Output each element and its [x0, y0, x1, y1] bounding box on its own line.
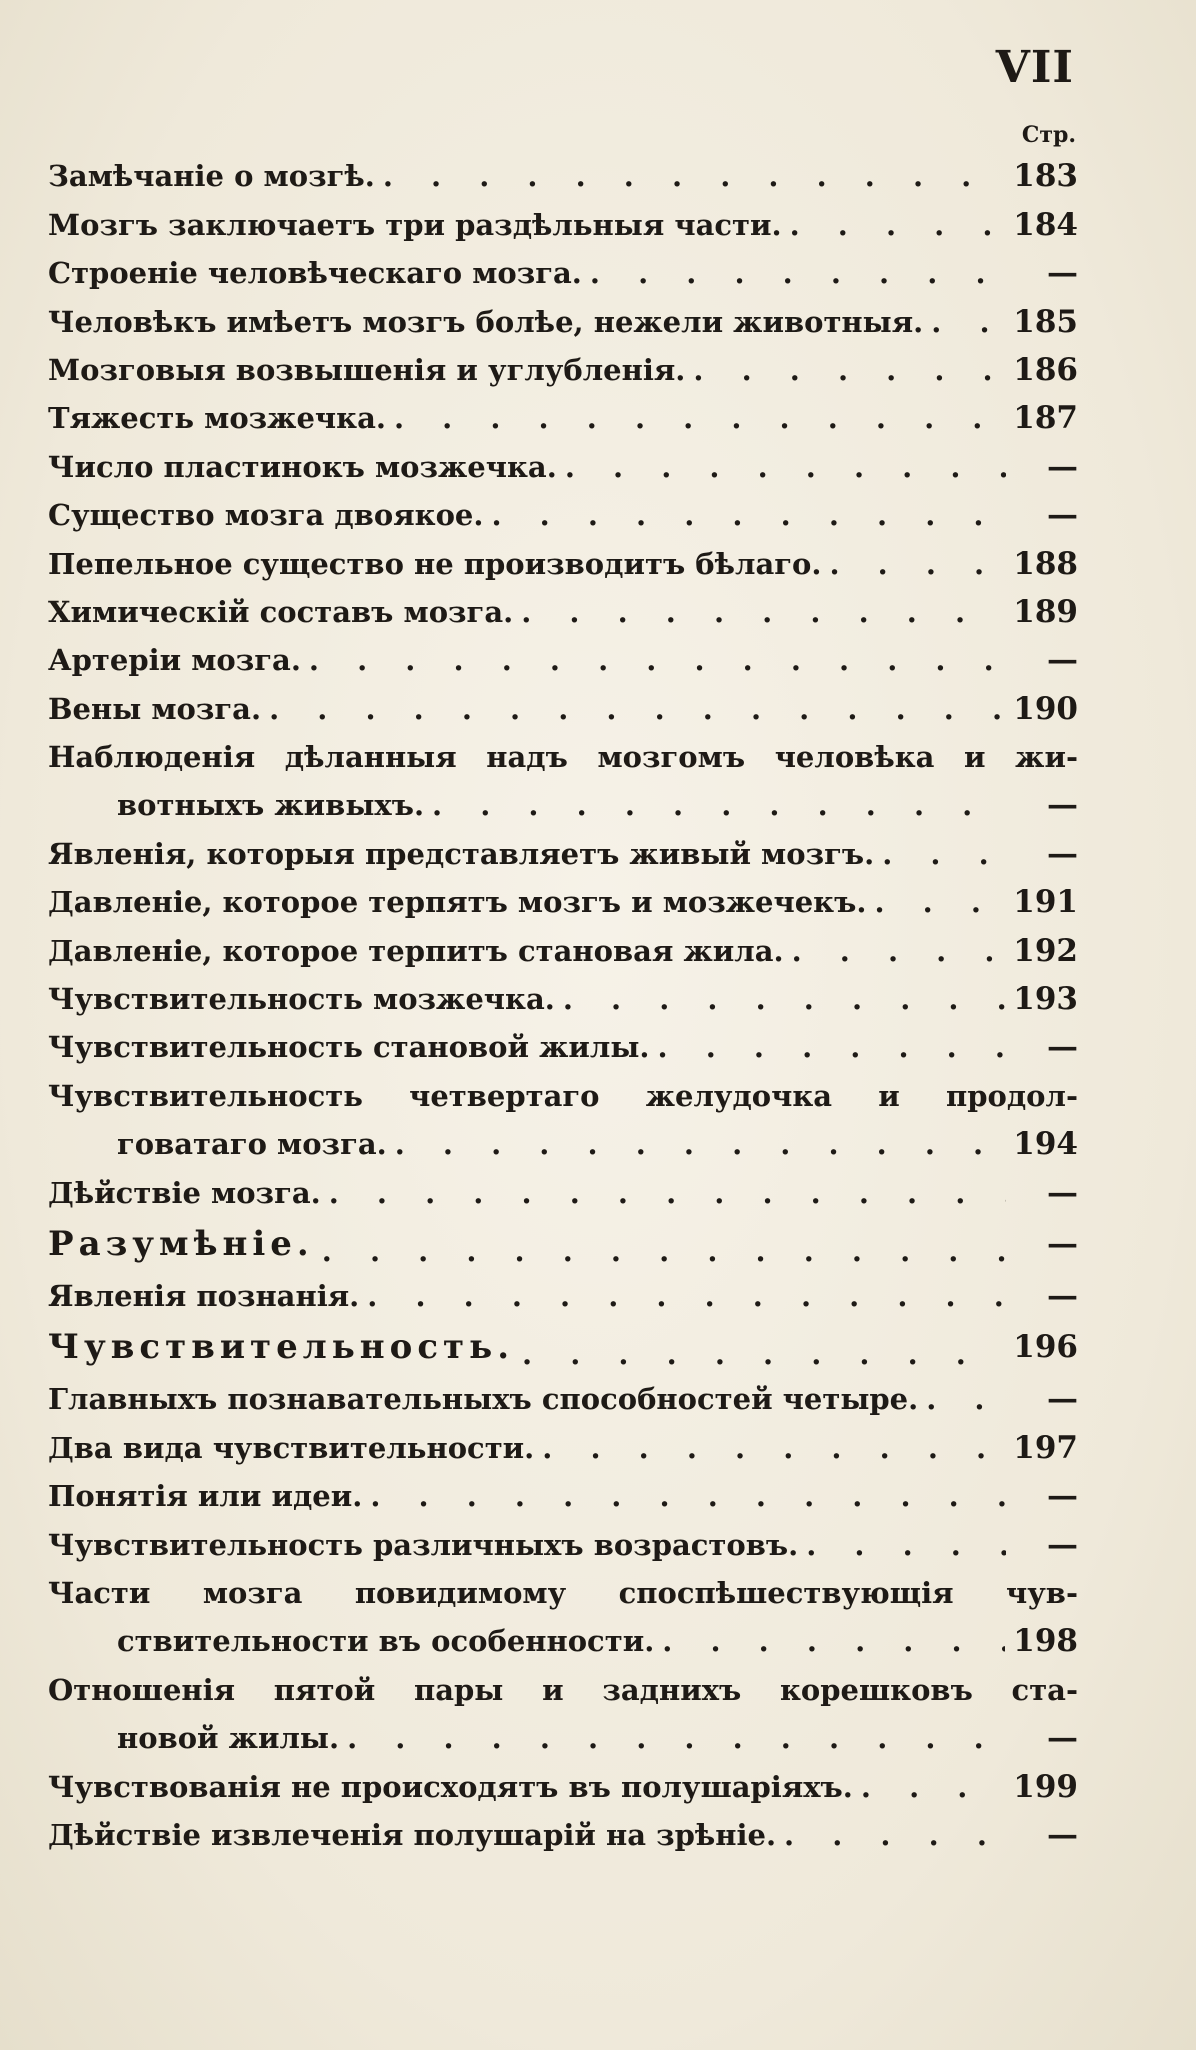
toc-page-number: —: [1047, 642, 1078, 679]
toc-entry-title: Чувствованія не происходятъ въ полушаріяхъ.: [48, 1769, 853, 1804]
dot-leader: [309, 636, 1006, 684]
toc-entry-title: Число пластинокъ мозжечка.: [48, 449, 557, 484]
toc-page-number: —: [1047, 1381, 1078, 1418]
toc-entry-title: Пепельное существо не производитъ бѣлаго.: [48, 546, 822, 581]
toc-entry-title: Химическій составъ мозга.: [48, 594, 514, 629]
toc-entry-title: Отношенія пятой пары и заднихъ корешковъ ста-: [48, 1672, 1078, 1707]
dot-leader: [693, 346, 1005, 394]
toc-line: [48, 249, 1078, 297]
toc-page-number: —: [1047, 1029, 1078, 1066]
toc-entry: [48, 684, 1078, 732]
toc-page-number: —: [1047, 1816, 1078, 1853]
toc-entry: [48, 1762, 1078, 1810]
toc-page-number: 188: [1013, 545, 1078, 582]
toc-entry: [48, 1375, 1078, 1423]
toc-entry: [48, 975, 1078, 1023]
toc-entry: [48, 1023, 1078, 1071]
toc-line: [48, 1665, 1078, 1713]
toc-entry: [48, 1071, 1078, 1168]
toc-line: [48, 1120, 1078, 1168]
toc-entry: [48, 1168, 1078, 1216]
toc-line: [48, 152, 1078, 200]
toc-line: [48, 878, 1078, 926]
dot-leader: [542, 1424, 1005, 1472]
toc-line: [48, 1472, 1078, 1520]
toc-line: [48, 1714, 1078, 1762]
toc-page-number: —: [1047, 1720, 1078, 1757]
dot-leader: [432, 781, 1006, 829]
toc-page-number: 197: [1013, 1429, 1078, 1466]
toc-entry-title: Давленіе, которое терпятъ мозгъ и мозжечекъ.: [48, 885, 867, 920]
table-of-contents: [48, 152, 1078, 1859]
dot-leader: [383, 152, 1005, 200]
toc-entry-title: Части мозга повидимому споспѣшествующія чув-: [48, 1575, 1078, 1610]
toc-page-number: 193: [1013, 981, 1078, 1018]
dot-leader: [790, 201, 1006, 249]
toc-entry: [48, 588, 1078, 636]
dot-leader: [926, 1375, 1006, 1423]
toc-line: [48, 297, 1078, 345]
toc-page-number: —: [1047, 1526, 1078, 1563]
toc-entry-title: Наблюденія дѣланныя надъ мозгомъ человѣка и жи-: [48, 740, 1078, 775]
toc-line: [48, 636, 1078, 684]
toc-entry-title: Явленія, которыя представляетъ живый мозгъ.: [48, 836, 875, 871]
toc-entry-title: вотныхъ живыхъ.: [117, 788, 425, 823]
toc-entry: [48, 1569, 1078, 1666]
toc-line: [48, 1375, 1078, 1423]
toc-page-number: —: [1047, 1174, 1078, 1211]
toc-line: [48, 1071, 1078, 1119]
dot-leader: [861, 1763, 1005, 1811]
toc-entry-title: новой жилы.: [117, 1721, 340, 1756]
dot-leader: [792, 927, 1006, 975]
toc-entry-title: Чувствительность становой жилы.: [48, 1030, 650, 1065]
toc-entry-title: Главныхъ познавательныхъ способностей четыре.: [48, 1382, 919, 1417]
toc-entry: [48, 249, 1078, 297]
toc-page-number: —: [1047, 835, 1078, 872]
toc-page-number: 196: [1013, 1328, 1078, 1365]
toc-entry-title: Замѣчаніе о мозгѣ.: [48, 159, 375, 194]
toc-page-number: —: [1047, 787, 1078, 824]
toc-entry: [48, 733, 1078, 830]
dot-leader: [874, 878, 1005, 926]
toc-line: [48, 684, 1078, 732]
toc-entry: [48, 1472, 1078, 1520]
dot-leader: [931, 298, 1005, 346]
dot-leader: [347, 1714, 1006, 1762]
dot-leader: [522, 1327, 1005, 1375]
dot-leader: [491, 491, 1006, 539]
toc-line: [48, 926, 1078, 974]
toc-entry: [48, 394, 1078, 442]
dot-leader: [565, 443, 1006, 491]
toc-line: [48, 975, 1078, 1023]
toc-entry-title: говатаго мозга.: [117, 1127, 387, 1162]
toc-line: [48, 346, 1078, 394]
toc-entry: [48, 442, 1078, 490]
toc-entry: [48, 1272, 1078, 1320]
toc-page-number: 186: [1013, 351, 1078, 388]
toc-page-number: 198: [1013, 1623, 1078, 1660]
dot-leader: [563, 975, 1005, 1023]
dot-leader: [590, 249, 1006, 297]
toc-entry-title: Тяжесть мозжечка.: [48, 401, 386, 436]
toc-entry: [48, 926, 1078, 974]
toc-page-number: —: [1047, 497, 1078, 534]
dot-leader: [370, 1472, 1006, 1520]
toc-entry: [48, 539, 1078, 587]
toc-page-number: —: [1047, 1225, 1078, 1262]
dot-leader: [367, 1272, 1006, 1320]
toc-entry-title: Чувствительность различныхъ возрастовъ.: [48, 1527, 799, 1562]
dot-leader: [395, 1120, 1006, 1168]
toc-entry-title: Мозгъ заключаетъ три раздѣльныя части.: [48, 207, 782, 242]
toc-page-number: 190: [1013, 690, 1078, 727]
toc-entry: [48, 878, 1078, 926]
toc-entry: [48, 1665, 1078, 1762]
toc-line: [48, 733, 1078, 781]
toc-line: [48, 1320, 1078, 1375]
toc-section-heading: Разумѣніе.: [48, 1223, 314, 1264]
toc-entry: [48, 346, 1078, 394]
dot-leader: [882, 830, 1006, 878]
toc-page-number: 184: [1013, 206, 1078, 243]
dot-leader: [829, 540, 1005, 588]
toc-page-number: 191: [1013, 884, 1078, 921]
toc-entry: [48, 636, 1078, 684]
toc-line: [48, 1023, 1078, 1071]
toc-line: [48, 1569, 1078, 1617]
toc-line: [48, 829, 1078, 877]
toc-line: [48, 442, 1078, 490]
toc-page-number: —: [1047, 255, 1078, 292]
toc-page-number: —: [1047, 1478, 1078, 1515]
dot-leader: [658, 1023, 1007, 1071]
toc-entry: [48, 1320, 1078, 1375]
toc-line: [48, 491, 1078, 539]
toc-entry-title: Чувствительность мозжечка.: [48, 982, 555, 1017]
dot-leader: [394, 394, 1005, 442]
dot-leader: [269, 685, 1005, 733]
toc-entry: [48, 1811, 1078, 1859]
toc-entry-title: ствительности въ особенности.: [117, 1624, 655, 1659]
toc-page-number: 199: [1013, 1768, 1078, 1805]
toc-entry: [48, 297, 1078, 345]
dot-leader: [662, 1617, 1005, 1665]
toc-entry-title: Дѣйствіе мозга.: [48, 1175, 321, 1210]
toc-page-number: 185: [1013, 303, 1078, 340]
toc-entry-title: Строеніе человѣческаго мозга.: [48, 256, 582, 291]
toc-entry-title: Дѣйствіе извлеченія полушарій на зрѣніе.: [48, 1817, 777, 1852]
toc-line: [48, 1520, 1078, 1568]
toc-entry: [48, 491, 1078, 539]
toc-line: [48, 394, 1078, 442]
toc-entry-title: Два вида чувствительности.: [48, 1430, 535, 1465]
toc-entry-title: Человѣкъ имѣетъ мозгъ болѣе, нежели животныя.: [48, 304, 924, 339]
toc-entry: [48, 1423, 1078, 1471]
dot-leader: [329, 1169, 1006, 1217]
toc-section-heading: Чувствительность.: [48, 1326, 515, 1367]
toc-page-number: 189: [1013, 593, 1078, 630]
toc-line: [48, 1168, 1078, 1216]
toc-line: [48, 200, 1078, 248]
toc-entry-title: Понятія или идеи.: [48, 1479, 363, 1514]
toc-entry: [48, 1520, 1078, 1568]
dot-leader: [784, 1811, 1006, 1859]
toc-line: [48, 1617, 1078, 1665]
toc-entry-title: Явленія познанія.: [48, 1278, 360, 1313]
toc-entry-title: Вены мозга.: [48, 691, 262, 726]
toc-line: [48, 1272, 1078, 1320]
dot-leader: [322, 1224, 1006, 1272]
toc-entry-title: Чувствительность четвертаго желудочка и продол-: [48, 1078, 1078, 1113]
toc-page-number: 187: [1013, 400, 1078, 437]
toc-line: [48, 781, 1078, 829]
toc-entry: [48, 200, 1078, 248]
toc-page-number: —: [1047, 1277, 1078, 1314]
toc-page-number: 183: [1013, 158, 1078, 195]
toc-page-number: 194: [1013, 1126, 1078, 1163]
toc-entry-title: Артеріи мозга.: [48, 643, 301, 678]
toc-line: [48, 1762, 1078, 1810]
dot-leader: [806, 1521, 1006, 1569]
toc-line: [48, 1811, 1078, 1859]
toc-entry: [48, 829, 1078, 877]
page-column-header: Стр.: [1021, 122, 1076, 148]
toc-line: [48, 1423, 1078, 1471]
toc-page-number: —: [1047, 448, 1078, 485]
toc-line: [48, 539, 1078, 587]
toc-entry-title: Существо мозга двоякое.: [48, 498, 484, 533]
toc-entry: [48, 152, 1078, 200]
toc-entry-title: Давленіе, которое терпитъ становая жила.: [48, 933, 784, 968]
dot-leader: [521, 588, 1005, 636]
toc-entry: [48, 1217, 1078, 1272]
page-folio: VII: [995, 42, 1074, 93]
toc-line: [48, 588, 1078, 636]
toc-page-number: 192: [1013, 932, 1078, 969]
toc-line: [48, 1217, 1078, 1272]
toc-entry-title: Мозговыя возвышенія и углубленія.: [48, 352, 686, 387]
